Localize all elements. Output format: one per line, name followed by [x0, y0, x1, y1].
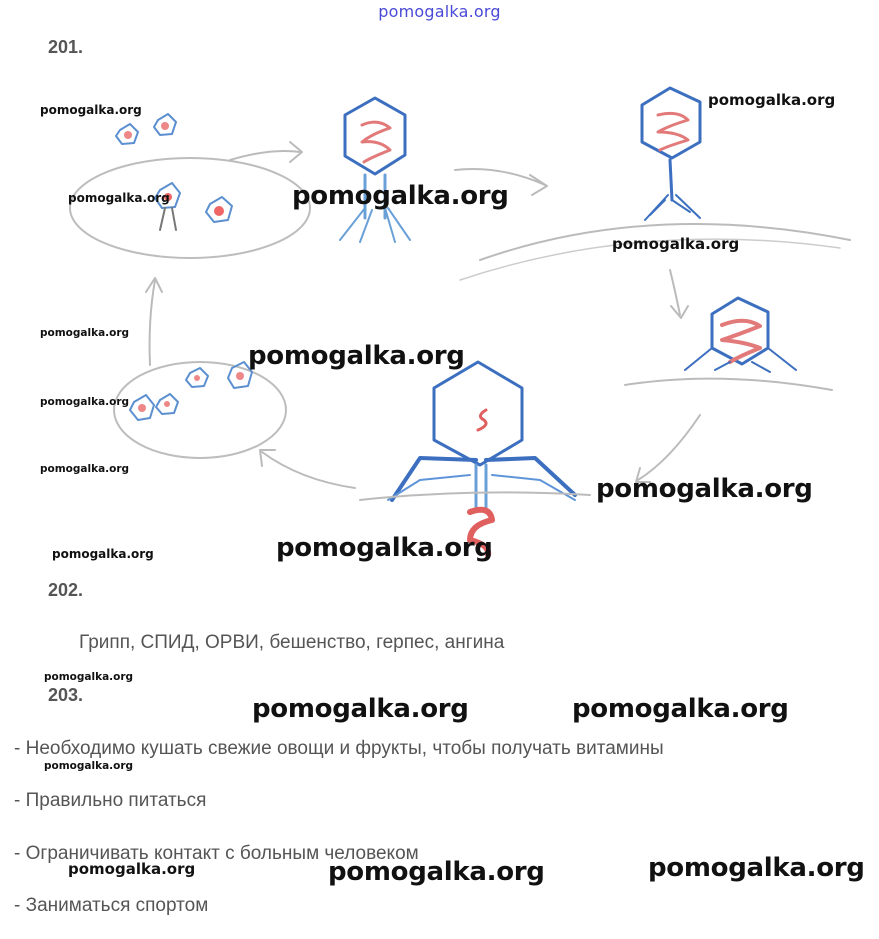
task-203-item: - Ограничивать контакт с больным человеком — [14, 843, 419, 864]
watermark: pomogalka.org — [44, 671, 134, 683]
label-bacteria: бактерия — [462, 261, 536, 279]
arrow-4 — [636, 415, 700, 482]
arrow-6 — [146, 278, 162, 365]
arrow-1 — [230, 142, 302, 162]
task-202-answer: Грипп, СПИД, ОРВИ, бешенство, герпес, ангина — [79, 632, 505, 653]
phage-injecting — [685, 298, 796, 372]
small-phage-2 — [154, 114, 176, 135]
phage-attached — [642, 88, 700, 220]
watermark: pomogalka.org — [572, 694, 789, 724]
infected-cell-outline — [70, 158, 310, 258]
watermark: pomogalka.org — [40, 327, 130, 339]
watermark: pomogalka.org — [68, 191, 170, 205]
site-header[interactable]: pomogalka.org — [378, 2, 501, 21]
small-phage-1 — [116, 124, 138, 144]
task-203-item: - Заниматься спортом — [14, 895, 209, 916]
watermark: pomogalka.org — [648, 853, 865, 883]
arrow-5 — [260, 450, 355, 488]
watermark: pomogalka.org — [276, 533, 493, 563]
watermark: pomogalka.org — [44, 760, 134, 772]
watermark: pomogalka.org — [708, 91, 836, 109]
watermark: pomogalka.org — [68, 860, 196, 878]
bacteriophage-cycle-drawing — [0, 80, 879, 580]
watermark: pomogalka.org — [612, 235, 740, 253]
watermark: pomogalka.org — [40, 396, 130, 408]
watermark: pomogalka.org — [252, 694, 469, 724]
svg-text:вирусов: вирусов — [189, 333, 254, 356]
task-number-202: 202. — [48, 580, 84, 600]
arrow-3 — [670, 270, 688, 318]
phage-center — [340, 98, 410, 242]
task-203-item: - Правильно питаться — [14, 790, 207, 811]
watermark: pomogalka.org — [596, 474, 813, 504]
bacteria-membrane-2 — [625, 379, 832, 390]
svg-text:Введение: Введение — [328, 385, 407, 414]
task-203-item: - Необходимо кушать свежие овощи и фрукты, чтобы получать витамины — [14, 738, 664, 759]
task-number-203: 203. — [48, 685, 84, 705]
phage-bottom — [388, 362, 575, 555]
watermark: pomogalka.org — [40, 103, 142, 117]
watermark: pomogalka.org — [40, 463, 130, 475]
label-exit-scribble: Выход — [18, 152, 75, 176]
watermark: pomogalka.org — [292, 181, 509, 211]
svg-text:бактерия: бактерия — [711, 114, 801, 140]
svg-text:из: из — [20, 204, 39, 222]
watermark: pomogalka.org — [52, 547, 154, 561]
watermark: pomogalka.org — [248, 341, 465, 371]
watermark: pomogalka.org — [328, 857, 545, 887]
svg-text:образование: образование — [166, 305, 283, 333]
svg-text:вирусов: вирусов — [14, 177, 76, 199]
task-number-201: 201. — [48, 37, 84, 57]
svg-text:ДНК в бакте-: ДНК в бакте- — [324, 406, 429, 439]
svg-text:клетки: клетки — [22, 223, 76, 244]
svg-text:рию: рию — [328, 441, 363, 464]
small-phage-4 — [206, 197, 232, 222]
